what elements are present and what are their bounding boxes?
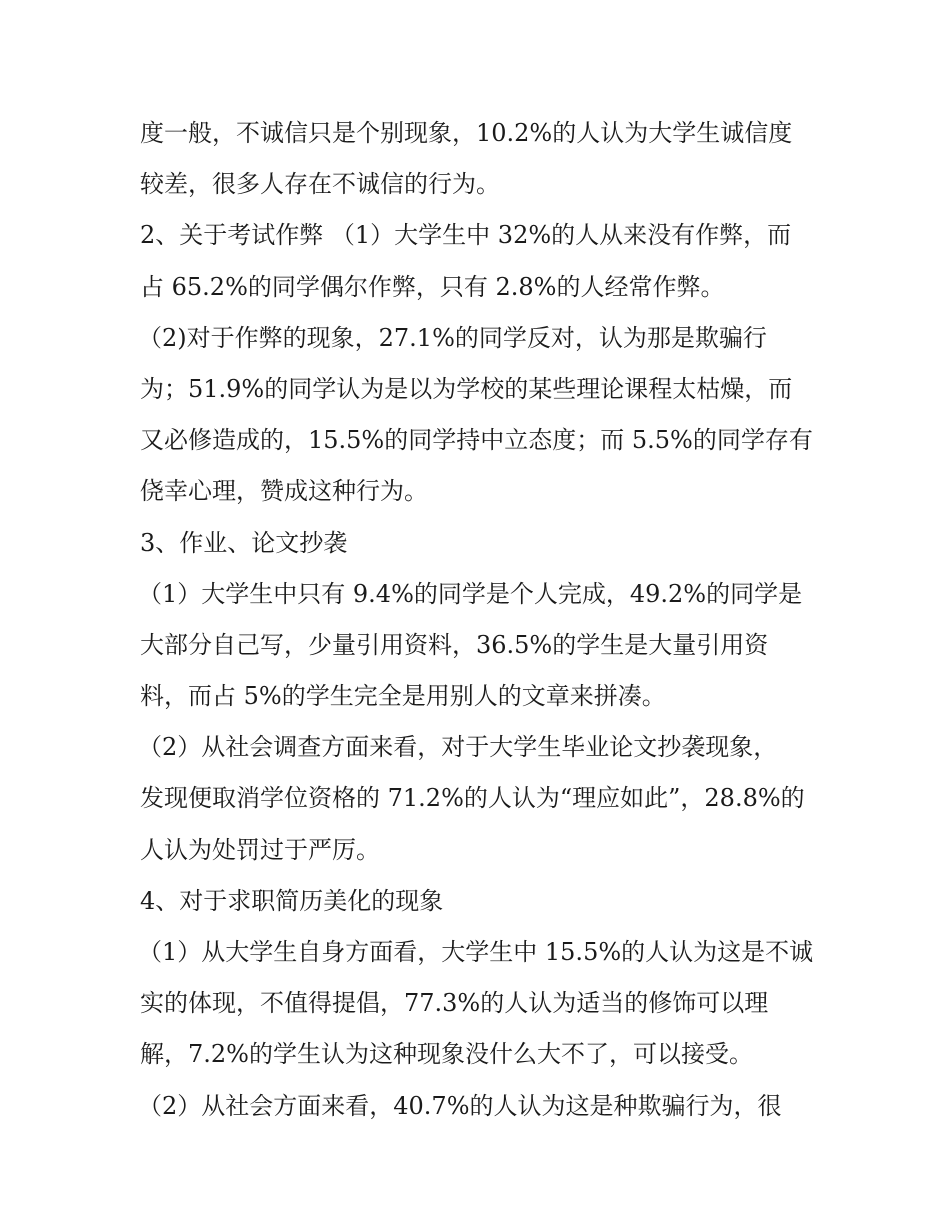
section-heading-resume: 4、对于求职简历美化的现象 — [140, 886, 444, 915]
text-line: 料，而占 5%的学生完全是用别人的文章来拼凑。 — [140, 682, 666, 711]
text-line: 解，7.2%的学生认为这种现象没什么大不了，可以接受。 — [140, 1040, 753, 1069]
section-heading-plagiarism: 3、作业、论文抄袭 — [140, 528, 348, 557]
text-line: 大部分自己写，少量引用资料，36.5%的学生是大量引用资 — [140, 630, 769, 659]
text-line: 发现便取消学位资格的 71.2%的人认为“理应如此”，28.8%的 — [140, 784, 805, 813]
text-line: 较差，很多人存在不诚信的行为。 — [140, 170, 500, 199]
text-line: （2)对于作弊的现象，27.1%的同学反对，认为那是欺骗行 — [138, 323, 767, 352]
document-body — [140, 108, 840, 1132]
text-line: 为；51.9%的同学认为是以为学校的某些理论课程太枯燥，而 — [140, 374, 793, 403]
text-line: 侥幸心理，赞成这种行为。 — [140, 477, 428, 506]
text-line: 占 65.2%的同学偶尔作弊，只有 2.8%的人经常作弊。 — [140, 272, 725, 301]
text-line: （2）从社会方面来看，40.7%的人认为这是种欺骗行为，很 — [138, 1091, 782, 1120]
text-line: （1）从大学生自身方面看，大学生中 15.5%的人认为这是不诚 — [138, 938, 814, 966]
text-line: （1）大学生中只有 9.4%的同学是个人完成，49.2%的同学是 — [138, 579, 803, 608]
text-line: （2）从社会调查方面来看，对于大学生毕业论文抄袭现象， — [138, 733, 778, 762]
text-line: 又必修造成的，15.5%的同学持中立态度；而 5.5%的同学存有 — [140, 426, 813, 455]
text-line: 人认为处罚过于严厉。 — [140, 835, 380, 864]
section-heading-exam-cheating: 2、关于考试作弊 （1）大学生中 32%的人从来没有作弊，而 — [140, 221, 792, 250]
text-line: 实的体现，不值得提倡，77.3%的人认为适当的修饰可以理 — [140, 989, 769, 1018]
text-line: 度一般，不诚信只是个别现象，10.2%的人认为大学生诚信度 — [140, 119, 793, 147]
